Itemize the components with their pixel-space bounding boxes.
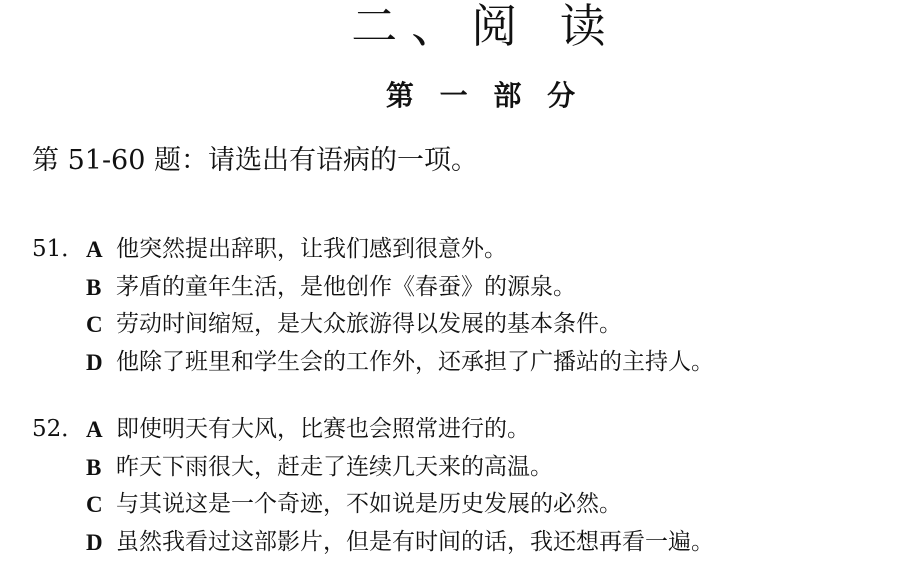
- instruction-text: 第 51-60 题：请选出有语病的一项。: [32, 145, 479, 176]
- option-text: 与其说这是一个奇迹，不如说是历史发展的必然。: [116, 491, 622, 517]
- option-letter: D: [86, 529, 103, 555]
- option-letter: A: [86, 237, 103, 262]
- option-letter: B: [86, 454, 102, 480]
- option-text: 劳动时间缩短，是大众旅游得以发展的基本条件。: [116, 311, 622, 337]
- option-letter: D: [86, 349, 103, 375]
- option-letter: C: [86, 492, 103, 517]
- part-title: 第 一 部 分: [385, 79, 584, 112]
- question-number: 52．: [32, 416, 85, 442]
- option-letter: C: [86, 312, 103, 337]
- option-text: 他突然提出辞职，让我们感到很意外。: [116, 236, 507, 262]
- option-text: 他除了班里和学生会的工作外，还承担了广播站的主持人。: [116, 348, 714, 375]
- option-letter: A: [86, 417, 103, 442]
- option-text: 虽然我看过这部影片，但是有时间的话，我还想再看一遍。: [116, 528, 714, 555]
- option-text: 即使明天有大风，比赛也会照常进行的。: [116, 416, 530, 442]
- option-text: 昨天下雨很大，赶走了连续几天来的高温。: [116, 453, 553, 480]
- option-text: 茅盾的童年生活，是他创作《春蚕》的源泉。: [116, 273, 576, 300]
- question-number: 51．: [32, 236, 85, 262]
- section-title: 二、阅 读: [351, 0, 620, 53]
- option-letter: B: [86, 274, 102, 300]
